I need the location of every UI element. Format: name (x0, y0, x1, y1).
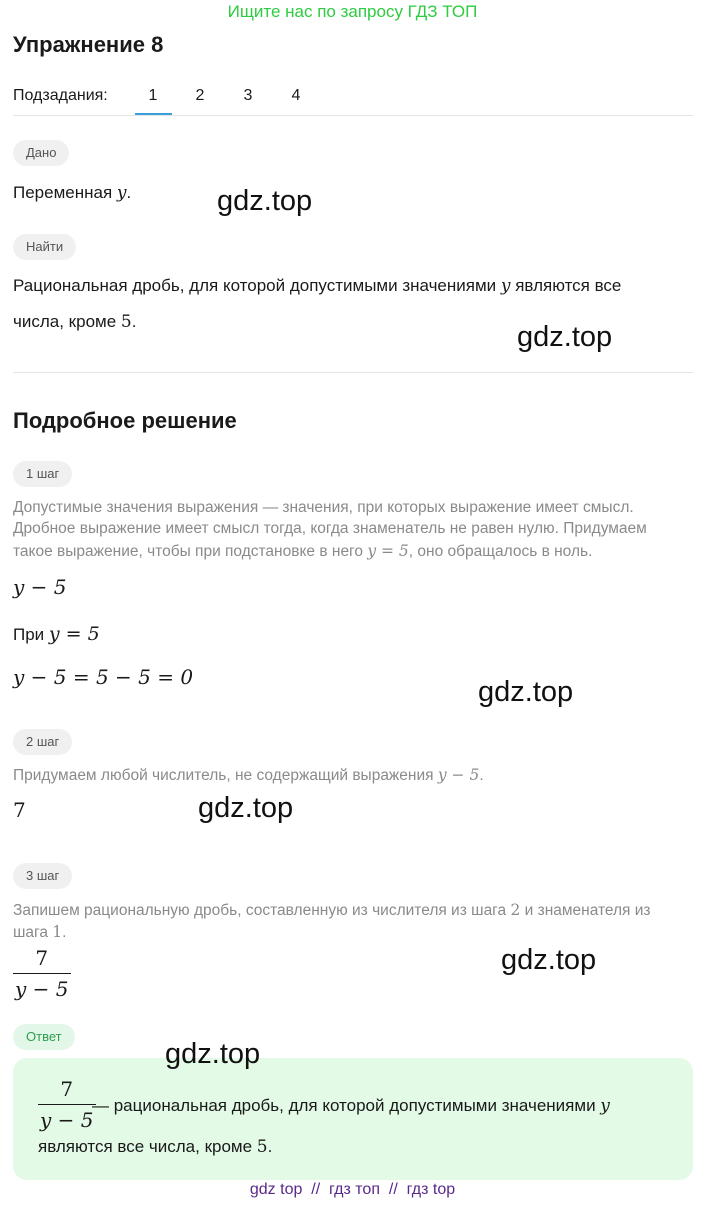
step2-pill: 2 шаг (13, 729, 72, 755)
find-line2-suffix: . (131, 312, 137, 331)
step1-line-3 (13, 540, 592, 563)
step3-line1-num: 2 (510, 901, 521, 919)
given-pill: Дано (13, 140, 69, 166)
tab-subtask-2[interactable]: 2 (195, 87, 205, 104)
step3-line1-prefix: Запишем рациональную дробь, составленную из числителя из шага (13, 902, 511, 919)
tabs-divider (13, 115, 693, 116)
step1-line3-math: y = 5 (367, 542, 409, 560)
watermark: gdz.top (198, 792, 294, 824)
find-line1-suffix: являются все (510, 276, 622, 295)
fraction-denominator: y − 5 (38, 1104, 96, 1132)
find-pill: Найти (13, 234, 76, 260)
fraction (13, 946, 71, 1001)
step3-pill: 3 шаг (13, 863, 72, 889)
step3-line2-prefix: шага (13, 924, 53, 941)
given-suffix: . (126, 183, 132, 202)
step2-text (13, 764, 484, 787)
answer-num: 5 (256, 1137, 268, 1157)
footer-links: gdz top // гдз топ // гдз top (249, 1181, 456, 1198)
step1-at-prefix: При (13, 625, 49, 644)
step1-pill: 1 шаг (13, 461, 72, 487)
given-var: y (116, 183, 127, 203)
answer-line-1 (92, 1089, 610, 1123)
answer-pill: Ответ (13, 1024, 75, 1050)
find-var: y (500, 276, 511, 296)
step3-line2-num: 1 (52, 923, 63, 941)
page-title: Упражнение 8 (13, 32, 164, 57)
step1-expression: y − 5 (13, 575, 67, 599)
fraction (38, 1077, 96, 1132)
active-tab-indicator (135, 113, 172, 115)
answer-line-2 (38, 1130, 272, 1164)
tab-subtask-4[interactable]: 4 (291, 87, 301, 104)
section-divider (13, 372, 693, 373)
watermark: gdz.top (478, 676, 574, 708)
step2-prefix: Придумаем любой числитель, не содержащий выражения (13, 767, 438, 784)
tab-subtask-3[interactable]: 3 (243, 87, 253, 104)
step2-math: y − 5 (437, 766, 480, 784)
fraction-numerator: 7 (35, 946, 49, 970)
watermark: gdz.top (165, 1038, 261, 1070)
watermark: gdz.top (217, 185, 313, 217)
answer-line2-prefix: являются все числа, кроме (38, 1137, 257, 1156)
step2-value: 7 (13, 798, 26, 822)
given-text (13, 176, 131, 210)
answer-var: y (600, 1096, 610, 1116)
answer-line1-text: — рациональная дробь, для которой допустимыми значениями (92, 1096, 601, 1115)
solution-title: Подробное решение (13, 408, 237, 433)
step1-line-2: Дробное выражение имеет смысл тогда, когда знаменатель не равен нулю. Придумаем (13, 520, 647, 537)
find-line-2 (13, 305, 136, 339)
step1-at-math: y = 5 (48, 623, 100, 645)
step1-calculation: y − 5 = 5 − 5 = 0 (13, 665, 194, 689)
find-line1-prefix: Рациональная дробь, для которой допустимыми значениями (13, 276, 501, 295)
fraction-numerator: 7 (60, 1077, 74, 1101)
subtasks-label: Подзадания: (13, 87, 108, 104)
watermark: gdz.top (517, 321, 613, 353)
step3-line-1 (13, 899, 651, 922)
find-line2-prefix: числа, кроме (13, 312, 121, 331)
find-num: 5 (120, 312, 132, 332)
step3-line1-suffix: и знаменателя из (520, 902, 651, 919)
answer-fraction (38, 1077, 96, 1132)
step1-line-1: Допустимые значения выражения — значения, при которых выражение имеет смысл. (13, 499, 634, 516)
step1-line3-suffix: , оно обращалось в ноль. (408, 543, 593, 560)
step1-substitution (13, 617, 100, 652)
step2-suffix: . (479, 767, 484, 784)
watermark: gdz.top (501, 944, 597, 976)
find-line-1 (13, 269, 621, 303)
step1-line3-prefix: такое выражение, чтобы при подстановке в него (13, 543, 368, 560)
fraction-denominator: y − 5 (13, 973, 71, 1001)
step3-line-2 (13, 921, 66, 944)
tab-subtask-1[interactable]: 1 (148, 87, 158, 104)
given-prefix: Переменная (13, 183, 117, 202)
step3-line2-suffix: . (62, 924, 67, 941)
step3-fraction (13, 946, 71, 1001)
promo-banner: Ищите нас по запросу ГДЗ ТОП (227, 2, 478, 21)
answer-line2-suffix: . (267, 1137, 273, 1156)
